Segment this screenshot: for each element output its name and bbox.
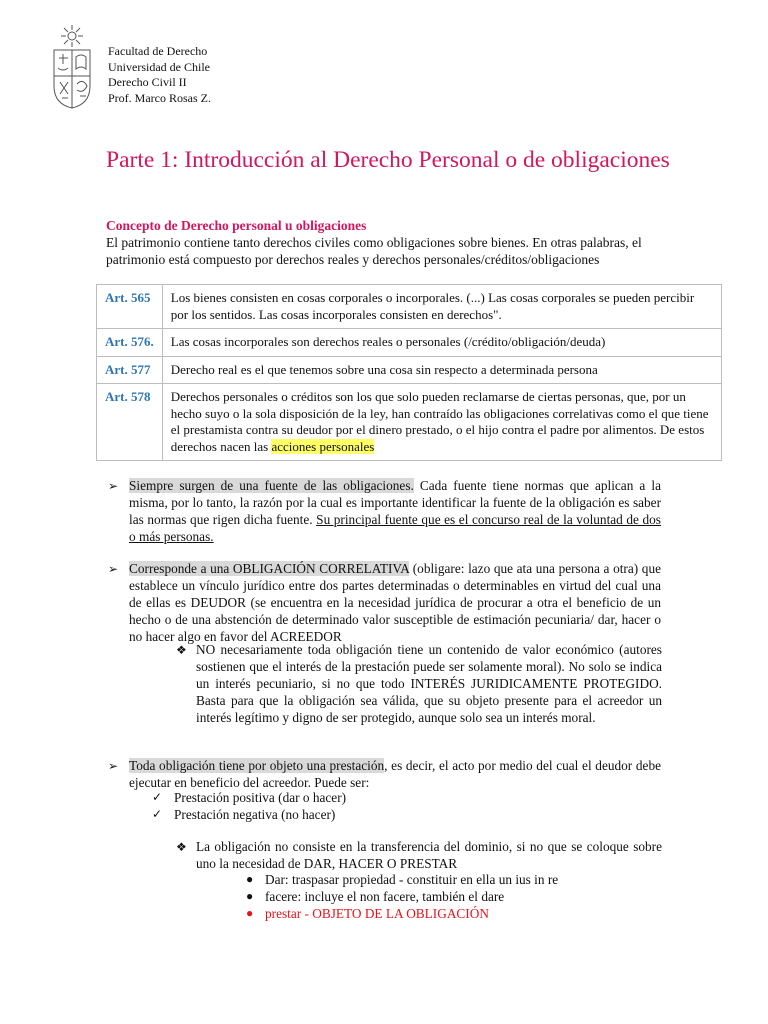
dot-bullet-icon: ● (246, 889, 254, 903)
articles-table (96, 284, 722, 461)
table-row (97, 285, 722, 329)
article-label: Art. 576. (97, 329, 163, 357)
dot-bullet-icon: ● (246, 906, 254, 920)
underlined-phrase: Su principal fuente que es el concurso real de la voluntad de dos o más personas. (129, 512, 661, 544)
arrow-bullet-icon: ➢ (108, 479, 119, 493)
article-text (162, 384, 721, 461)
dot-item: prestar - OBJETO DE LA OBLIGACIÓN (265, 906, 489, 921)
sub-bullet-paragraph: La obligación no consiste en la transferencia del dominio, si no que se coloque sobre uno la necesidad de DAR, HACER O PRESTAR (196, 839, 662, 871)
bullet-text: Cada fuente tiene normas que aplican a la misma, por lo tanto, la razón por la cual es importante identificar la fuente de la obligación es saber las normas que rigen dicha fuente. (129, 478, 661, 527)
dot-bullet-icon: ● (246, 872, 254, 886)
university-line: Universidad de Chile (108, 59, 210, 74)
article-label: Art. 565 (97, 285, 163, 329)
table-row (97, 384, 722, 461)
bullet-paragraph (129, 757, 661, 791)
checkmark-icon: ✓ (152, 807, 163, 821)
article-label: Art. 577 (97, 356, 163, 384)
section-intro: El patrimonio contiene tanto derechos civiles como obligaciones sobre bienes. En otras palabras, el patrimonio está compuesto por derechos reales y derechos personales/créditos/obligaciones (106, 235, 642, 267)
header (52, 24, 452, 114)
page-title: Parte 1: Introducción al Derecho Personal o de obligaciones (106, 147, 670, 173)
check-item: Prestación positiva (dar o hacer) (174, 790, 347, 805)
highlighted-phrase: Siempre surgen de una fuente de las obligaciones. (129, 478, 414, 493)
arrow-bullet-icon: ➢ (108, 562, 119, 576)
bullet-text: (obligare: lazo que ata una persona a otra) que establece un vínculo jurídico entre dos partes determinadas o determinables en virtud del cual una de ellas es DEUDOR (se encuentra en la necesidad jurídica de procurar a otra el beneficio de un hecho o de una abstención de determinado valor susceptible de estimación pecuniaria/ dar, hacer o no hacer algo en favor del ACREEDOR (129, 561, 661, 644)
bullet-text: , es decir, el acto por medio del cual el deudor debe ejecutar en beneficio del acreedor. Puede ser: (129, 758, 661, 790)
article-text-body: Derechos personales o créditos son los que solo pueden reclamarse de ciertas personas, que, por un hecho suyo o la sola disposición de la ley, han contraído las obligaciones correlativas como el que tiene el prestamista contra su deudor por el dinero prestado, o el hijo contra el padre por alimentos. De estos derechos nacen las (170, 389, 709, 454)
check-item: Prestación negativa (no hacer) (174, 807, 336, 822)
arrow-bullet-icon: ➢ (108, 759, 119, 773)
sub-bullet-paragraph: NO necesariamente toda obligación tiene un contenido de valor económico (autores sostienen que el interés de la prestación puede ser solamente moral). No solo se indica un interés pecuniario, si no que todo INTERÉS JURIDICAMENTE PROTEGIDO. Basta para que la obligación sea válida, que su objeto presente para el acreedor un interés legítimo y digno de ser protegido, aunque solo sea un interés moral. (196, 642, 662, 725)
diamond-bullet-icon: ❖ (176, 840, 187, 854)
highlighted-phrase: Toda obligación tiene por objeto una prestación (129, 758, 385, 773)
university-crest-icon (52, 24, 100, 110)
article-label: Art. 578 (97, 384, 163, 461)
table-row (97, 329, 722, 357)
dot-item: Dar: traspasar propiedad - constituir en ella un ius in re (265, 872, 559, 887)
highlighted-phrase: Corresponde a una OBLIGACIÓN CORRELATIVA (129, 561, 410, 576)
highlighted-phrase: acciones personales (271, 438, 375, 454)
article-text: Derecho real es el que tenemos sobre una cosa sin respecto a determinada persona (162, 356, 721, 384)
bullet-paragraph (129, 560, 661, 645)
bullet-paragraph (129, 477, 661, 545)
dot-item: facere: incluye el non facere, también el dare (265, 889, 505, 904)
diamond-bullet-icon: ❖ (176, 643, 187, 657)
course-line: Derecho Civil II (108, 75, 187, 89)
institution-block (108, 44, 211, 106)
section-title: Concepto de Derecho personal u obligaciones (106, 218, 367, 233)
article-text: Las cosas incorporales son derechos reales o personales (/crédito/obligación/deuda) (162, 329, 721, 357)
professor-line: Prof. Marco Rosas Z. (108, 90, 211, 105)
article-text: Los bienes consisten en cosas corporales o incorporales. (...) Las cosas corporales se pueden percibir por los sentidos. Las cosas incorporales consisten en derechos". (162, 285, 721, 329)
faculty-line: Facultad de Derecho (108, 44, 208, 58)
checkmark-icon: ✓ (152, 790, 163, 804)
table-row (97, 356, 722, 384)
